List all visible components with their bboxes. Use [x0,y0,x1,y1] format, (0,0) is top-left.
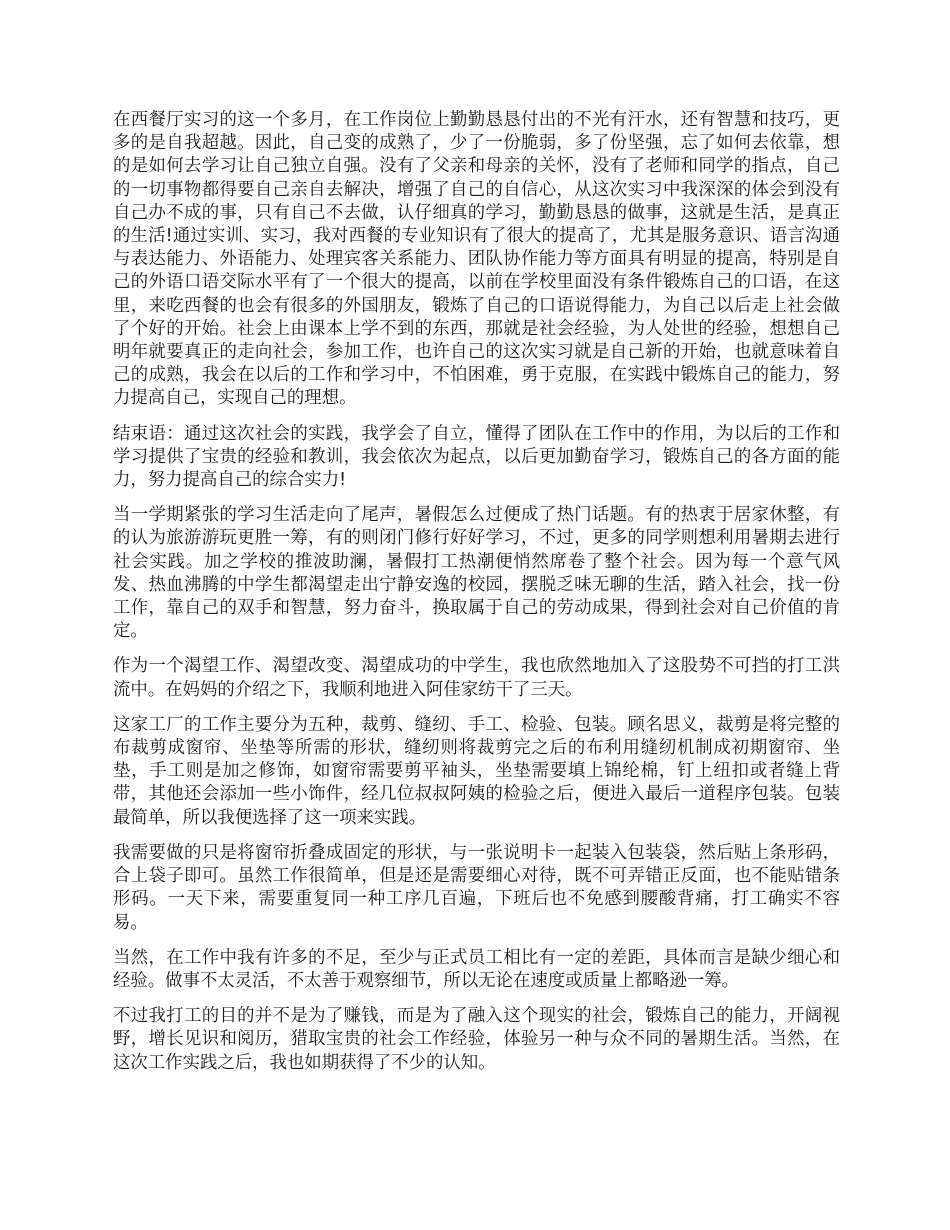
paragraph-purpose: 不过我打工的目的并不是为了赚钱，而是为了融入这个现实的社会，锻炼自己的能力，开阔视野，增长见识和阅历，猎取宝贵的社会工作经验，体验另一种与众不同的暑期生活。当然，在这次工作实践之后，我也如期获得了不少的认知。 [113,1006,840,1073]
paragraph-summer-intro: 当一学期紧张的学习生活走向了尾声，暑假怎么过便成了热门话题。有的热衷于居家休整，有的认为旅游游玩更胜一筹，有的则闭门修行好好学习，不过，更多的同学则想利用暑期去进行社会实践。加之学校的推波助澜，暑假打工热潮便悄然席卷了整个社会。因为每一个意气风发、热血沸腾的中学生都渴望走出宁静安逸的校园，摆脱乏味无聊的生活，踏入社会，找一份工作，靠自己的双手和智慧，努力奋斗，换取属于自己的劳动成果，得到社会对自己价值的肯定。 [113,505,840,642]
document-body [113,109,840,1087]
paragraph-shortcomings: 当然，在工作中我有许多的不足，至少与正式员工相比有一定的差距，具体而言是缺少细心和经验。做事不太灵活，不太善于观察细节，所以无论在速度或质量上都略逊一筹。 [113,947,840,991]
paragraph-packaging-task: 我需要做的只是将窗帘折叠成固定的形状，与一张说明卡一起装入包装袋，然后贴上条形码，合上袋子即可。虽然工作很简单，但是还是需要细心对待，既不可弄错正反面，也不能贴错条形码。一天下来，需要重复同一种工序几百遍，下班后也不免感到腰酸背痛，打工确实不容易。 [113,842,840,933]
paragraph-joining-work: 作为一个渴望工作、渴望改变、渴望成功的中学生，我也欣然地加入了这股势不可挡的打工洪流中。在妈妈的介绍之下，我顺利地进入阿佳家纺干了三天。 [113,656,840,700]
paragraph-factory-work: 这家工厂的工作主要分为五种，裁剪、缝纫、手工、检验、包装。顾名思义，裁剪是将完整的布裁剪成窗帘、坐垫等所需的形状，缝纫则将裁剪完之后的布利用缝纫机制成初期窗帘、坐垫，手工则是加之修饰，如窗帘需要剪平袖头，坐垫需要填上锦纶棉，钉上纽扣或者缝上背带，其他还会添加一些小饰件，经几位叔叔阿姨的检验之后，便进入最后一道程序包装。包装最简单，所以我便选择了这一项来实践。 [113,714,840,828]
paragraph-internship-summary: 在西餐厅实习的这一个多月，在工作岗位上勤勤恳恳付出的不光有汗水，还有智慧和技巧，更多的是自我超越。因此，自己变的成熟了，少了一份脆弱，多了份坚强，忘了如何去依靠，想的是如何去学习让自己独立自强。没有了父亲和母亲的关怀，没有了老师和同学的指点，自己的一切事物都得要自己亲自去解决，增强了自己的自信心，从这次实习中我深深的体会到没有自己办不成的事，只有自己不去做，认仔细真的学习，勤勤恳恳的做事，这就是生活，是真正的生活!通过实训、实习，我对西餐的专业知识有了很大的提高了，尤其是服务意识、语言沟通与表达能力、外语能力、处理宾客关系能力、团队协作能力等方面具有明显的提高，特别是自己的外语口语交际水平有了一个很大的提高，以前在学校里面没有条件锻炼自己的口语，在这里，来吃西餐的也会有很多的外国朋友，锻炼了自己的口语说得能力，为自己以后走上社会做了个好的开始。社会上由课本上学不到的东西，那就是社会经验，为人处世的经验，想想自己明年就要真正的走向社会，参加工作，也许自己的这次实习就是自己新的开始，也就意味着自己的成熟，我会在以后的工作和学习中，不怕困难，勇于克服，在实践中锻炼自己的能力，努力提高自己，实现自己的理想。 [113,110,840,409]
paragraph-conclusion: 结束语：通过这次社会的实践，我学会了自立，懂得了团队在工作中的作用，为以后的工作和学习提供了宝贵的经验和教训，我会依次为起点，以后更加勤奋学习，锻炼自己的各方面的能力，努力提高自己的综合实力! [113,423,840,491]
